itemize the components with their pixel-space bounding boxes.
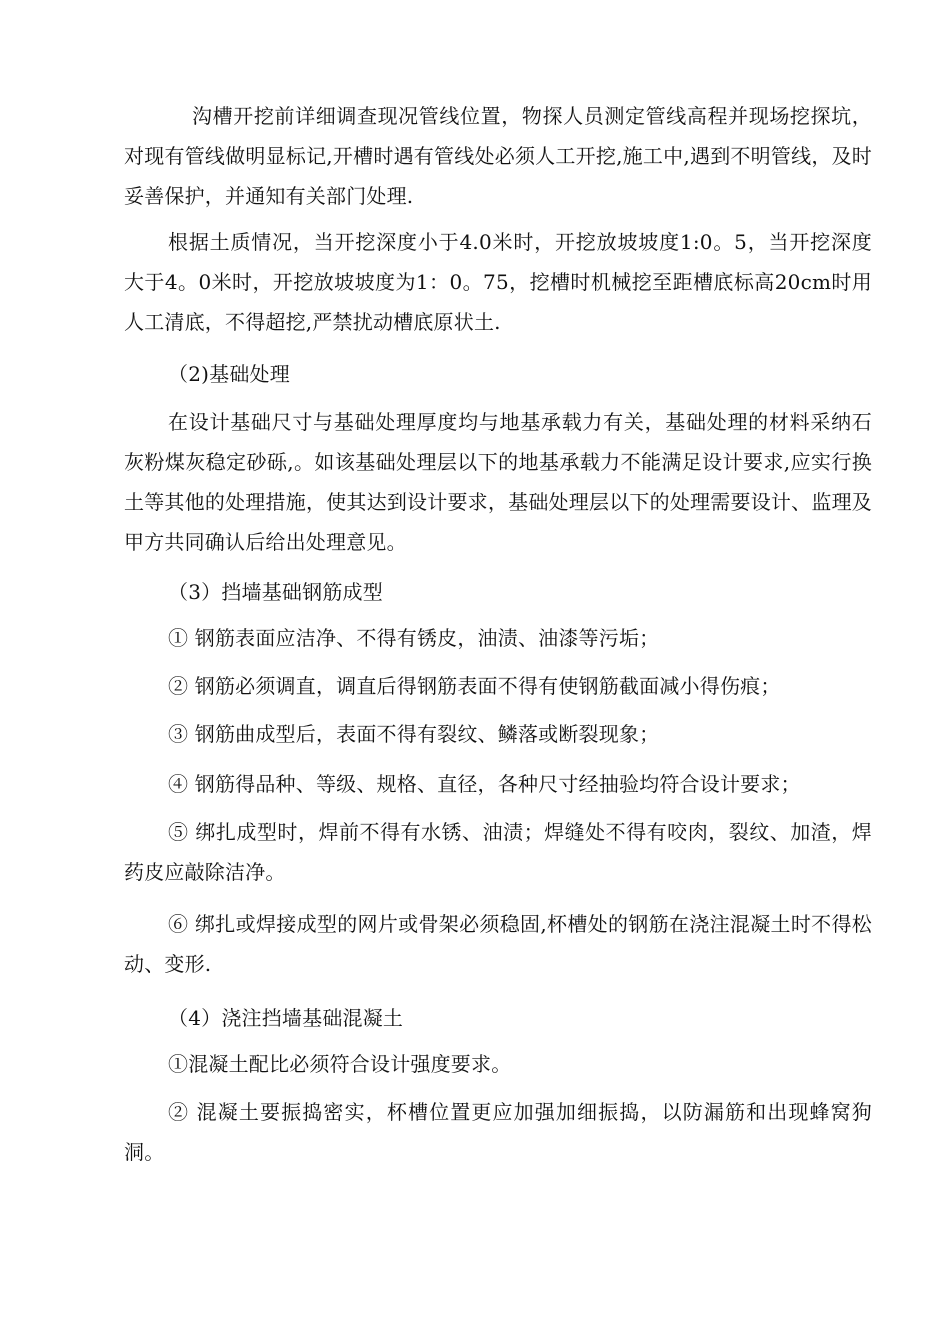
paragraph-trench-excavation: 沟槽开挖前详细调查现况管线位置，物探人员测定管线高程并现场挖探坑，对现有管线做明显标记,开槽时遇有管线处必须人工开挖,施工中,遇到不明管线，及时妥善保护，并通知有关部门处理. [124, 104, 872, 208]
heading-concrete-pouring: （4）浇注挡墙基础混凝土 [168, 1006, 404, 1030]
list-item-rebar-3: ③ 钢筋曲成型后，表面不得有裂纹、鳞落或断裂现象； [168, 722, 660, 746]
paragraph-slope-grading: 根据土质情况，当开挖深度小于4.0米时，开挖放坡坡度1:0。5，当开挖深度大于4。0米时，开挖放坡坡度为1：0。75，挖槽时机械挖至距槽底标高20cm时用人工清底，不得超挖,严禁扰动槽底原状土. [124, 230, 872, 334]
heading-foundation-treatment: （2)基础处理 [168, 362, 290, 386]
list-item-rebar-1: ① 钢筋表面应洁净、不得有锈皮，油渍、油漆等污垢； [168, 626, 660, 650]
list-item-rebar-6: ⑥ 绑扎或焊接成型的网片或骨架必须稳固,杯槽处的钢筋在浇注混凝土时不得松动、变形. [124, 912, 872, 976]
list-item-concrete-1: ①混凝土配比必须符合设计强度要求。 [168, 1052, 512, 1076]
paragraph-foundation-treatment: 在设计基础尺寸与基础处理厚度均与地基承载力有关，基础处理的材料采纳石灰粉煤灰稳定砂砾,。如该基础处理层以下的地基承载力不能满足设计要求,应实行换土等其他的处理措施，使其达到设计要求，基础处理层以下的处理需要设计、监理及甲方共同确认后给出处理意见。 [124, 410, 872, 554]
list-item-concrete-2: ② 混凝土要振捣密实，杯槽位置更应加强加细振捣，以防漏筋和出现蜂窝狗洞。 [124, 1100, 872, 1164]
list-item-rebar-5: ⑤ 绑扎成型时，焊前不得有水锈、油渍；焊缝处不得有咬肉，裂纹、加渣，焊药皮应敲除洁净。 [124, 820, 872, 884]
list-item-rebar-4: ④ 钢筋得品种、等级、规格、直径，各种尺寸经抽验均符合设计要求； [168, 772, 801, 796]
heading-rebar-forming: （3）挡墙基础钢筋成型 [168, 580, 383, 604]
list-item-rebar-2: ② 钢筋必须调直，调直后得钢筋表面不得有使钢筋截面减小得伤痕； [168, 674, 781, 698]
